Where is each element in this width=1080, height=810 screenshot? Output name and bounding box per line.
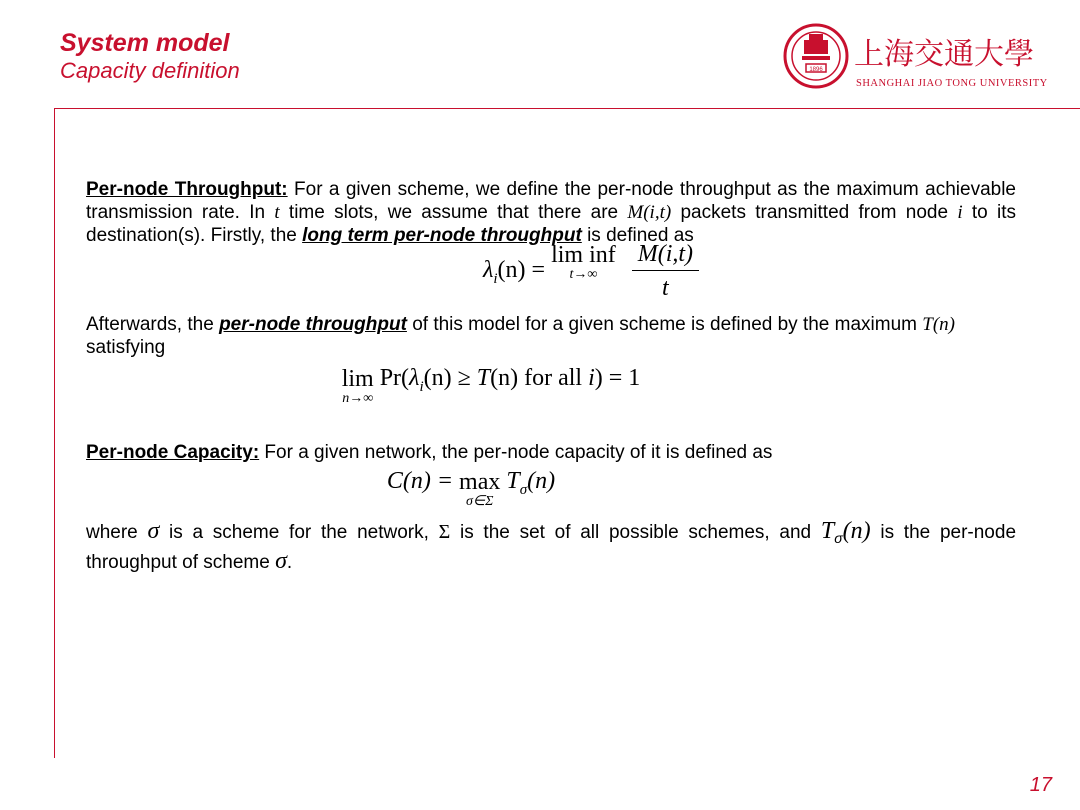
throughput-heading: Per-node Throughput: <box>86 179 288 200</box>
throughput-paragraph: Per-node Throughput: For a given scheme, we define the per-node throughput as the maximum achievable transmission rate. In t time slots, we assume that there are M(i,t) packets transmitted from node i to its destination(s). Firstly, the long term per-node throughput is defined as <box>86 179 1017 246</box>
slide-title-block <box>60 28 240 84</box>
equation-capacity: C(n) = max σ∈Σ $T_\sigma(n)$ <box>386 468 556 509</box>
slide-subtitle: Capacity definition <box>60 58 240 83</box>
logo-english-name: SHANGHAI JIAO TONG UNIVERSITY <box>856 78 1048 89</box>
equation-throughput-condition: lim n→∞ $Pr(\lambda_i(n) \ge T(n)$ for all i) = 1 <box>341 365 641 406</box>
seal-year: 1896 <box>809 67 823 73</box>
per-node-throughput-paragraph: Afterwards, the per-node throughput of this model for a given scheme is defined by the maximum T(n) satisfying <box>86 314 956 358</box>
equation-long-term-throughput: $\lambda_i(n) = \lim$ inf t→∞ $\frac{M(i,t)}{t}$ <box>126 243 1056 307</box>
slide-title: System model <box>60 29 230 57</box>
page-number: 17 <box>1029 774 1052 796</box>
header-divider <box>54 108 1080 109</box>
logo-chinese-name: 上海交通大學 <box>854 37 1034 72</box>
long-term-throughput-term: long term per-node throughput <box>302 225 582 246</box>
capacity-heading: Per-node Capacity: <box>86 442 260 463</box>
university-logo <box>782 20 1072 92</box>
capacity-explanation: where σ is a scheme for the network, Σ is the set of all possible schemes, and $T_\sigma(n)$ is the per-node throughput of scheme σ. <box>86 518 1017 574</box>
slide-content <box>86 178 1016 574</box>
seal-icon <box>785 25 847 87</box>
capacity-paragraph: Per-node Capacity: For a given network, the per-node capacity of it is defined as <box>86 442 773 463</box>
per-node-throughput-term: per-node throughput <box>219 314 407 335</box>
left-border <box>54 108 55 758</box>
